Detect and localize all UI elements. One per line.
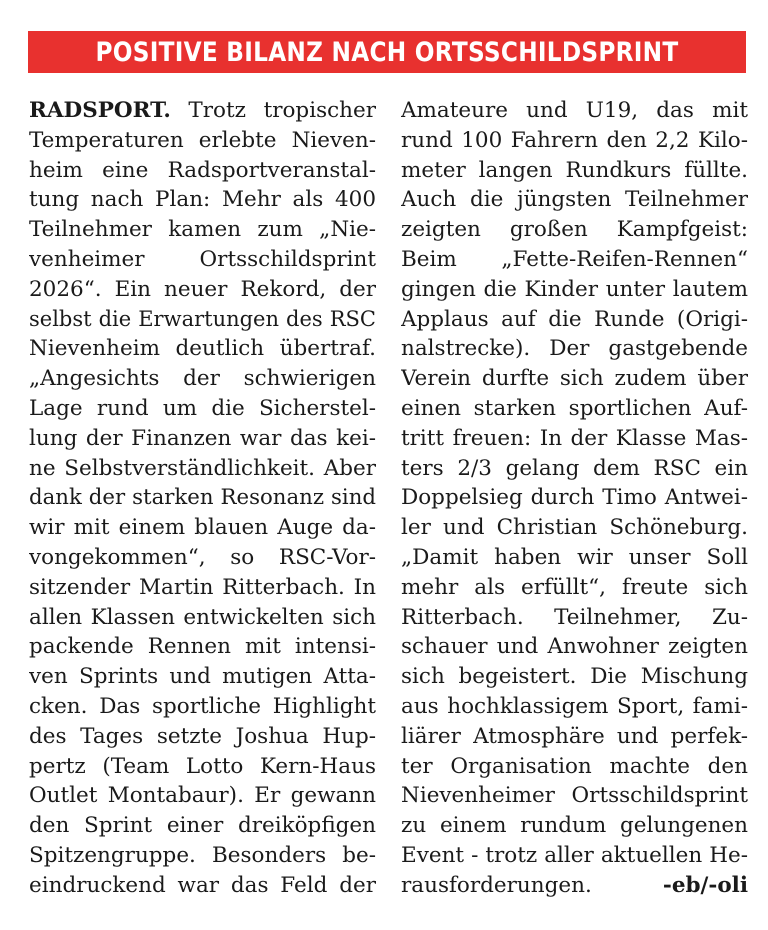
article-line: nalstrecke). Der gastgebende	[401, 336, 748, 362]
article-line: dank der starken Resonanz sind	[29, 485, 376, 511]
article-line: Nievenheimer Ortsschildsprint	[401, 783, 748, 809]
article-line: Ritterbach. Teilnehmer, Zu-	[401, 604, 748, 630]
article-line: zu einem rundum gelungenen	[401, 813, 748, 839]
article-line: pertz (Team Lotto Kern-Haus	[29, 753, 376, 779]
article-line: selbst die Erwartungen des RSC	[29, 306, 376, 331]
article-line: allen Klassen entwickelten sich	[29, 604, 376, 630]
article-line: gingen die Kinder unter lautem	[401, 276, 748, 302]
article-line: den Sprint einer dreiköpfigen	[29, 813, 376, 839]
headline-banner	[28, 31, 746, 73]
article-line: „Damit haben wir unser Soll	[401, 544, 748, 570]
article-closing-text: rausforderungen.	[401, 872, 592, 898]
article-line: ters 2/3 gelang dem RSC ein	[401, 455, 748, 481]
article-line: Verein durfte sich zudem über	[401, 366, 748, 392]
article-line: Doppelsieg durch Timo Antwei-	[401, 485, 748, 511]
article-line: sitzender Martin Ritterbach. In	[29, 574, 376, 600]
article-line: 2026“. Ein neuer Rekord, der	[29, 276, 376, 302]
article-column-left	[29, 96, 376, 901]
article-line: venheimer Ortsschildsprint	[29, 246, 376, 272]
article-line: ler und Christian Schöneburg.	[401, 515, 748, 541]
article-line: lung der Finanzen war das kei-	[29, 425, 376, 451]
article-line: „Angesichts der schwierigen	[29, 366, 376, 392]
article-line: vongekommen“, so RSC-Vor-	[29, 544, 376, 570]
article-line: wir mit einem blauen Auge da-	[29, 515, 376, 541]
kicker: RADSPORT.	[29, 98, 171, 123]
article-line: Lage rund um die Sicherstel-	[29, 395, 376, 421]
article-line: cken. Das sportliche Highlight	[29, 693, 376, 719]
article-text: Trotz tropischer	[170, 98, 376, 123]
article-line: liärer Atmosphäre und perfek-	[401, 723, 748, 749]
article-line: des Tages setzte Joshua Hup-	[29, 723, 376, 749]
article-line: Teilnehmer kamen zum „Nie-	[29, 217, 376, 243]
article-line	[29, 96, 376, 126]
headline: POSITIVE BILANZ NACH ORTSSCHILDSPRINT	[95, 36, 679, 68]
article-line: einen starken sportlichen Auf-	[401, 395, 748, 421]
article-column-right	[401, 96, 748, 901]
article-line: sich begeistert. Die Mischung	[401, 664, 748, 690]
article-line: Spitzengruppe. Besonders be-	[29, 842, 376, 868]
article-line: zeigten großen Kampfgeist:	[401, 217, 748, 243]
article-last-line	[401, 871, 748, 901]
article-line: rund 100 Fahrern den 2,2 Kilo-	[401, 127, 748, 153]
article-line: Outlet Montabaur). Er gewann	[29, 783, 376, 809]
article-line: Nievenheim deutlich übertraf.	[29, 336, 376, 362]
article-line: Applaus auf die Runde (Origi-	[401, 306, 748, 332]
article-line: eindruckend war das Feld der	[29, 872, 376, 898]
article-line: Temperaturen erlebte Nieven-	[29, 127, 376, 153]
author-signature: -eb/-oli	[662, 872, 748, 898]
article-line: Beim „Fette-Reifen-Rennen“	[401, 246, 748, 272]
article-line: Event - trotz aller aktuellen He-	[401, 842, 748, 868]
article-line: Auch die jüngsten Teilnehmer	[401, 187, 748, 213]
article-line: heim eine Radsportveranstal-	[29, 157, 376, 183]
article-line: Amateure und U19, das mit	[401, 98, 748, 123]
article-line: ven Sprints und mutigen Atta-	[29, 664, 376, 690]
article-line: ter Organisation machte den	[401, 753, 748, 779]
article-line: mehr als erfüllt“, freute sich	[401, 574, 748, 600]
article-line: tritt freuen: In der Klasse Mas-	[401, 425, 748, 451]
article-line: meter langen Rundkurs füllte.	[401, 157, 748, 183]
article-line: packende Rennen mit intensi-	[29, 634, 376, 660]
article-line: tung nach Plan: Mehr als 400	[29, 187, 376, 213]
article-line: schauer und Anwohner zeigten	[401, 634, 748, 660]
article-line: ne Selbstverständlichkeit. Aber	[29, 455, 376, 481]
article-line: aus hochklassigem Sport, fami-	[401, 693, 748, 719]
